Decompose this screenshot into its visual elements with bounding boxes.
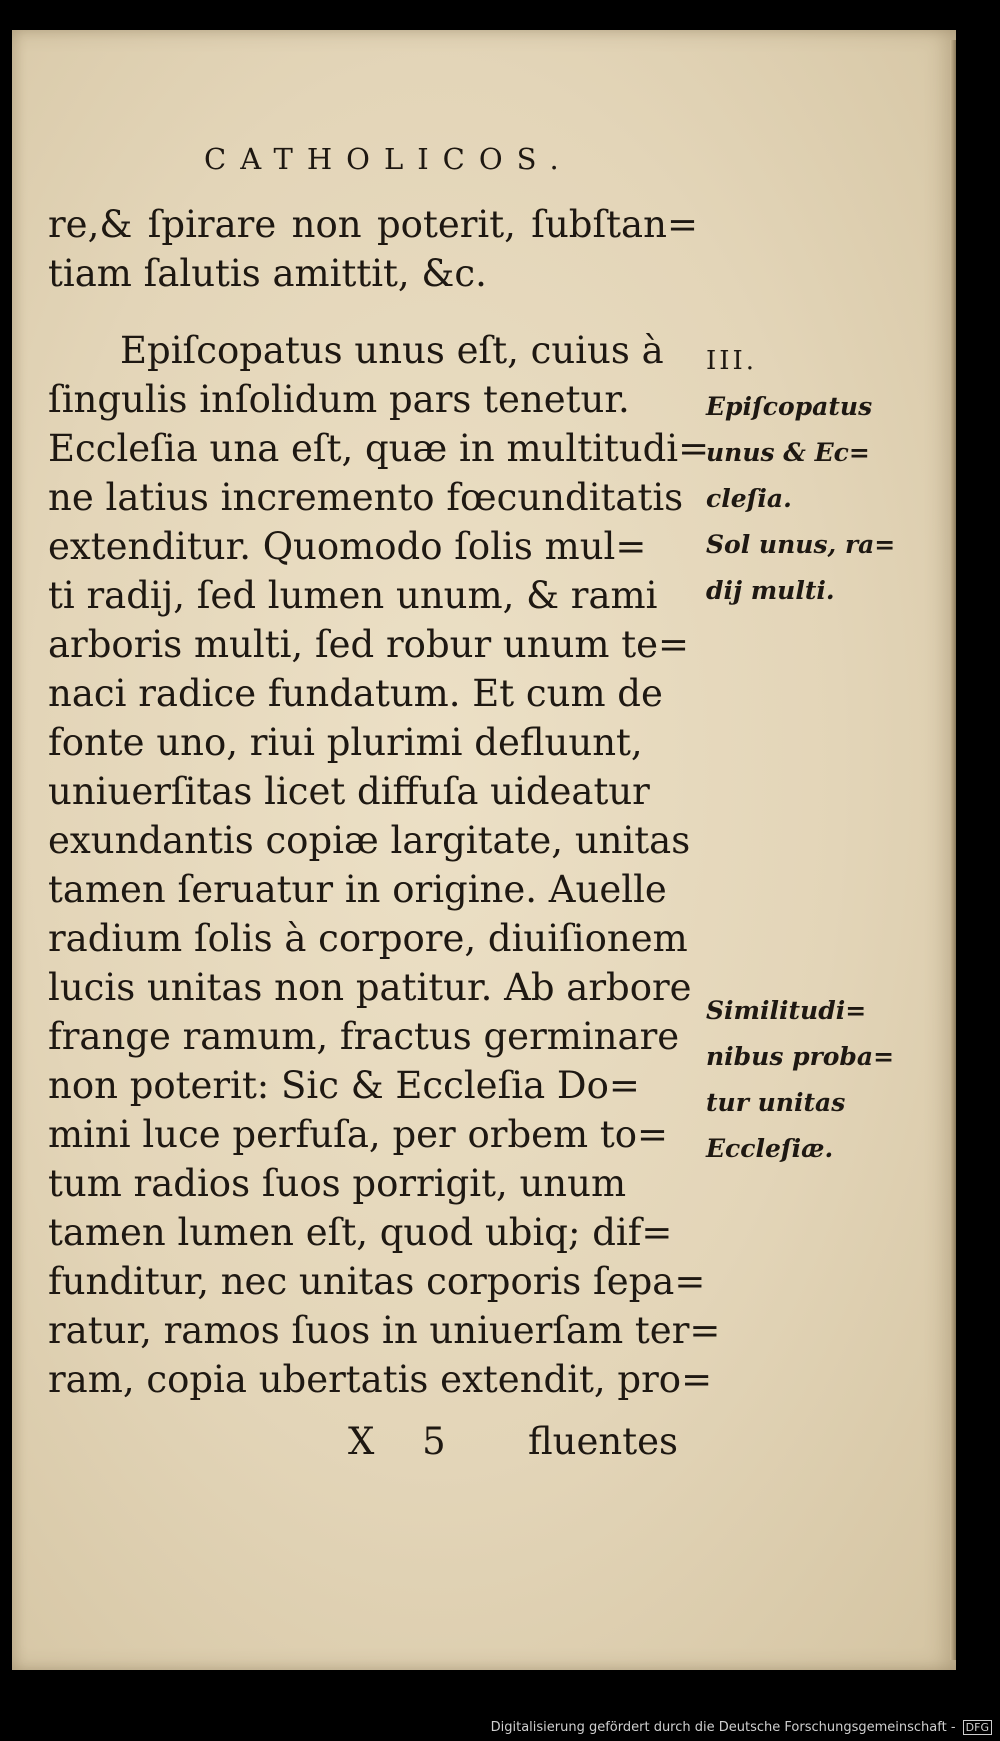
signature-mark: X 5 [348,1420,464,1463]
text-line: exundantis copiæ largitate, unitas [48,819,691,862]
text-line: mini luce perfuſa, per orbem to= [48,1113,669,1156]
margin-note-number: III. [706,346,758,376]
book-page [12,30,956,1670]
text-line: Eccleſia una eſt, quæ in multitudi= [48,427,710,470]
digitization-credit [491,1720,992,1735]
margin-note-line: tur unitas [706,1088,846,1117]
credit-text: Digitalisierung gefördert durch die Deutsche Forschungsgemeinschaft - [490,1720,956,1735]
text-line: funditur, nec unitas corporis ſepa= [48,1260,706,1303]
text-line: ratur, ramos ſuos in uniuerſam ter= [48,1309,721,1352]
page-footer [48,1420,698,1472]
main-text-block [48,200,721,1404]
text-line: naci radice fundatum. Et cum de [48,672,663,715]
text-line: radium ſolis à corpore, diuiſionem [48,917,688,960]
margin-note-line: unus & Ec= [706,438,870,467]
text-line: tamen lumen eſt, quod ubiq; dif= [48,1211,673,1254]
text-line: ram, copia ubertatis extendit, pro= [48,1358,713,1401]
page-edge [950,40,956,1660]
text-line: arboris multi, ſed robur unum te= [48,623,690,666]
text-line: uniuerſitas licet diffuſa uideatur [48,770,650,813]
catchword: fluentes [528,1420,678,1463]
text-line: ti radij, ſed lumen unum, & rami [48,574,658,617]
text-line: ne latius incremento fœcunditatis [48,476,684,519]
margin-note-line: nibus proba= [706,1042,895,1071]
text-line: re,& ſpirare non poterit, ſubſtan= [48,203,698,246]
running-title: CATHOLICOS. [204,142,573,176]
text-line: fonte uno, riui plurimi defluunt, [48,721,643,764]
margin-note-line: Similitudi= [706,996,867,1025]
margin-note-similitudinibus [706,988,894,1172]
margin-note-line: cleſia. [706,484,792,513]
margin-note-line: Sol unus, ra= [706,530,896,559]
text-line: extenditur. Quomodo ſolis mul= [48,525,647,568]
margin-note-line: Epiſcopatus [706,392,873,421]
text-line: Epiſcopatus unus eſt, cuius à [120,329,664,372]
text-line: ſingulis inſolidum pars tenetur. [48,378,630,421]
margin-note-line: Eccleſiæ. [706,1134,834,1163]
text-line: frange ramum, fractus germinare [48,1015,680,1058]
text-line: non poterit: Sic & Eccleſia Do= [48,1064,640,1107]
margin-note-episcopatus [706,338,895,614]
margin-note-line: dij multi. [706,576,835,605]
text-line: tamen ſeruatur in origine. Auelle [48,868,667,911]
text-line: tiam ſalutis amittit, &c. [48,252,487,295]
text-line: lucis unitas non patitur. Ab arbore [48,966,692,1009]
dfg-logo: DFG [963,1720,992,1735]
text-line: tum radios ſuos porrigit, unum [48,1162,627,1205]
